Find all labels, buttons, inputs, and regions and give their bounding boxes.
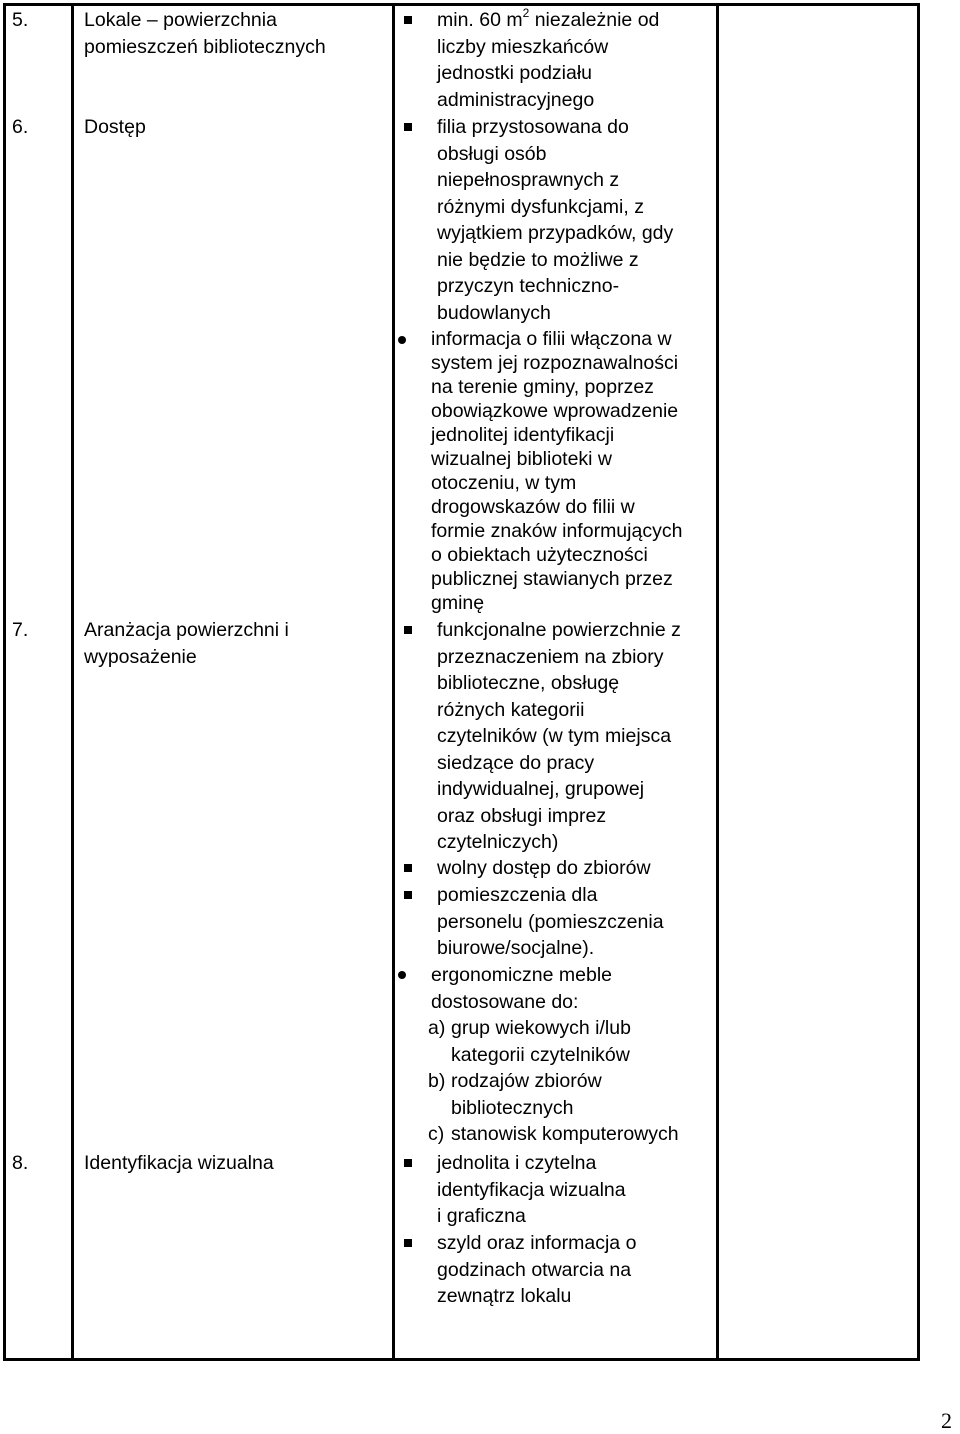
list-item: ergonomiczne meble dostosowane do: [431,964,613,1013]
list-letter: b) [428,1070,446,1092]
list-item: grup wiekowych i/lub kategorii czytelników [451,1017,631,1066]
list-item: szyld oraz informacja o godzinach otwarcia na zewnątrz lokalu [437,1232,637,1307]
square-bullet-icon [404,1239,412,1247]
list-item: jednolita i czytelna identyfikacja wizualna i graficzna [437,1152,626,1227]
round-bullet-icon [398,336,406,344]
list-item: stanowisk komputerowych [451,1123,679,1145]
column-divider [716,3,719,1361]
list-item: min. 60 $m^2$ niezależnie od liczby mieszkańców jednostki podziału administracyjnego [437,6,660,111]
list-item: pomieszczenia dla personelu (pomieszczenia biurowe/socjalne). [437,884,664,959]
list-letter: c) [428,1123,445,1145]
row-label: Aranżacja powierzchni i wyposażenie [84,619,289,668]
row-number: 7. [12,619,29,641]
list-item: filia przystosowana do obsługi osób niepełnosprawnych z różnymi dysfunkcjami, z wyjątkiem przypadków, gdy nie będzie to możliwe z przyczyn techniczno- budowlanych [437,116,674,324]
row-label: Dostęp [84,116,146,138]
list-item: funkcjonalne powierzchnie z przeznaczeniem na zbiory biblioteczne, obsługę różnych kategorii czytelników (w tym miejsca siedzące do pracy indywidualnej, grupowej oraz obsługi imprez czytelniczych) [437,619,681,853]
row-number: 8. [12,1152,29,1174]
list-item: informacja o filii włączona w system jej rozpoznawalności na terenie gminy, poprzez obowiązkowe wprowadzenie jednolitej identyfikacji wizualnej biblioteki w otoczeniu, w tym drogowskazów do filii w formie znaków informujących o obiektach użyteczności publicznej stawianych przez gminę [431,328,683,614]
square-bullet-icon [404,1159,412,1167]
square-bullet-icon [404,626,412,634]
column-divider [392,3,395,1361]
row-label: Lokale – powierzchnia pomieszczeń bibliotecznych [84,9,326,58]
list-item: rodzajów zbiorów bibliotecznych [451,1070,602,1119]
square-bullet-icon [404,16,412,24]
square-bullet-icon [404,891,412,899]
square-bullet-icon [404,123,412,131]
page-number: 2 [941,1408,952,1433]
round-bullet-icon [398,971,406,979]
list-item: wolny dostęp do zbiorów [437,857,651,879]
list-letter: a) [428,1017,446,1039]
column-divider [71,3,74,1361]
square-bullet-icon [404,864,412,872]
row-label: Identyfikacja wizualna [84,1152,274,1174]
row-number: 5. [12,9,29,31]
row-number: 6. [12,116,29,138]
